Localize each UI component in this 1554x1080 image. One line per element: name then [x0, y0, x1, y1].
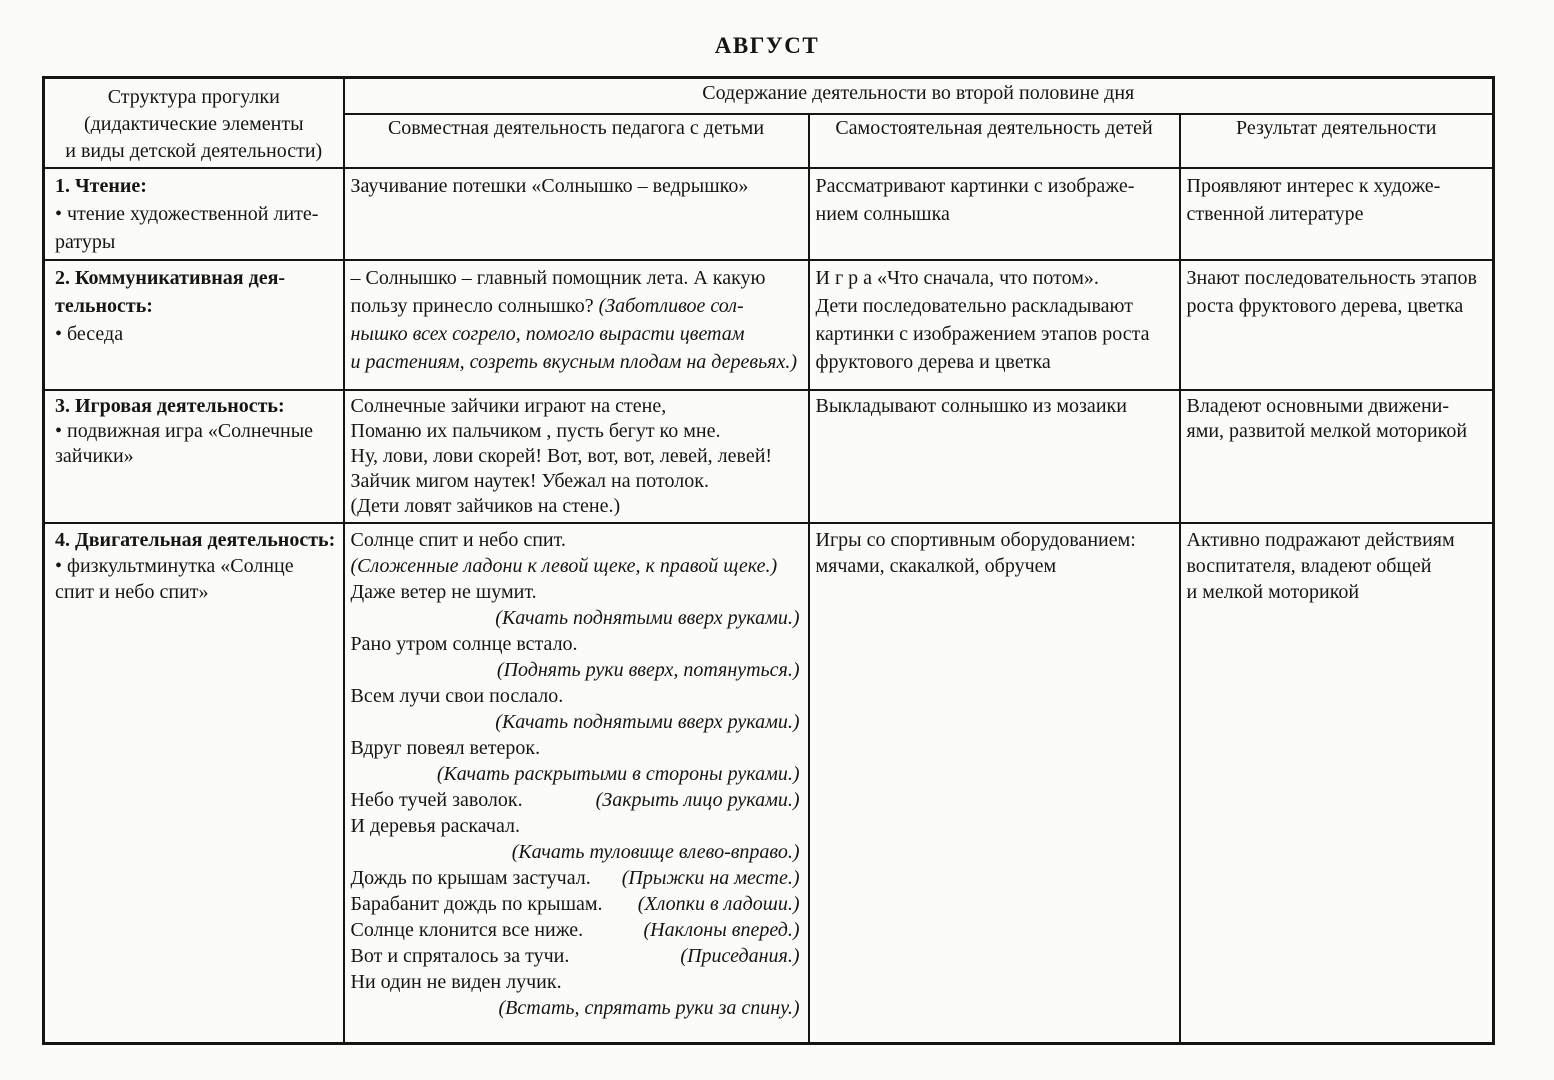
cell-text: • физкультминутка «Солнце	[55, 555, 294, 577]
cell-joint-activity	[344, 523, 809, 1043]
text-segment-group	[495, 607, 799, 629]
text-segment-group	[351, 323, 745, 345]
text-line	[351, 891, 800, 917]
text-segment-group	[351, 495, 621, 517]
text-segment-group	[55, 420, 313, 442]
text-segment-group	[55, 529, 335, 551]
stage-direction-text: (Наклоны вперед.)	[643, 919, 800, 941]
cell-text: • подвижная игра «Солнечные	[55, 420, 314, 442]
text-segment-group	[351, 943, 570, 969]
text-line	[351, 813, 800, 839]
cell-result	[1180, 523, 1494, 1043]
cell-text: фруктового дерева и цветка	[815, 351, 1051, 373]
header-independent-activity: Самостоятельная деятельность детей	[809, 114, 1180, 168]
cell-text: спит и небо спит»	[55, 581, 209, 603]
cell-heading-text: тельность:	[55, 295, 153, 317]
stage-direction-text: (Заботливое сол-	[598, 295, 744, 317]
cell-text: картинки с изображением этапов роста	[815, 323, 1150, 345]
text-segment-group	[351, 351, 798, 373]
cell-structure	[44, 168, 344, 260]
cell-text: Знают последовательность этапов	[1186, 267, 1477, 289]
cell-text: Барабанит дождь по крышам.	[350, 893, 603, 915]
text-line	[351, 865, 800, 891]
text-line	[351, 172, 800, 200]
text-line	[1187, 553, 1485, 579]
text-segment-group	[512, 841, 800, 863]
stage-direction-text: (Сложенные ладони к левой щеке, к правой щеке.)	[350, 555, 778, 577]
text-line	[351, 292, 800, 320]
text-line	[816, 320, 1171, 348]
text-line	[351, 683, 800, 709]
cell-result	[1180, 390, 1494, 523]
cell-text: ратуры	[55, 231, 116, 253]
text-segment-group	[351, 470, 709, 492]
cell-text: зайчики»	[55, 445, 134, 467]
cell-text: нием солнышка	[815, 203, 950, 225]
cell-joint-activity	[344, 260, 809, 390]
text-line	[351, 787, 800, 813]
cell-text: Дети последовательно раскладывают	[815, 295, 1133, 317]
text-line	[351, 969, 800, 995]
text-segment-group	[55, 445, 134, 467]
text-line	[1187, 579, 1485, 605]
text-segment-group	[351, 267, 766, 289]
cell-joint-activity	[344, 390, 809, 523]
text-segment-group	[55, 395, 285, 417]
cell-text: • беседа	[55, 323, 124, 345]
stage-direction-text: (Закрыть лицо руками.)	[595, 789, 800, 811]
cell-text: Ну, лови, лови скорей! Вот, вот, вот, левей, левей!	[350, 445, 773, 467]
text-line	[351, 735, 800, 761]
table-row	[44, 390, 1494, 523]
text-segment-group	[816, 175, 1135, 197]
cell-joint-activity	[344, 168, 809, 260]
text-line	[351, 657, 800, 683]
text-segment-group	[1187, 420, 1468, 442]
header-structure-line: Структура прогулки	[107, 86, 280, 108]
cell-text: И г р а «Что сначала, что потом».	[815, 267, 1099, 289]
stage-direction-text: и растениям, созреть вкусным плодам на деревьях.)	[350, 351, 798, 373]
text-line	[1187, 200, 1485, 228]
text-segment-group	[351, 891, 603, 917]
cell-structure	[44, 390, 344, 523]
cell-text: Зайчик мигом наутек! Убежал на потолок.	[350, 470, 709, 492]
cell-text: Заучивание потешки «Солнышко – ведрышко»	[350, 175, 749, 197]
cell-text: Дождь по крышам застучал.	[350, 867, 591, 889]
text-line	[351, 553, 800, 579]
cell-independent-activity	[809, 168, 1180, 260]
text-line	[1187, 394, 1485, 419]
stage-direction-text: (Прыжки на месте.)	[621, 867, 800, 889]
text-line	[1187, 419, 1485, 444]
text-segment-group	[622, 865, 800, 891]
text-line	[55, 200, 335, 228]
table-row	[44, 523, 1494, 1043]
text-line	[351, 709, 800, 735]
text-segment-group	[816, 203, 950, 225]
text-segment-group	[351, 529, 566, 551]
cell-text: Даже ветер не шумит.	[350, 581, 537, 603]
cell-text: и мелкой моторикой	[1186, 581, 1360, 603]
text-line	[816, 553, 1171, 579]
cell-text: Проявляют интерес к художе-	[1186, 175, 1441, 197]
cell-independent-activity	[809, 390, 1180, 523]
text-line	[351, 579, 800, 605]
stage-direction-text: (Хлопки в ладоши.)	[637, 893, 800, 915]
text-segment-group	[816, 323, 1150, 345]
cell-result	[1180, 260, 1494, 390]
text-segment-group	[1187, 295, 1464, 317]
text-line	[351, 527, 800, 553]
cell-text: • чтение художественной лите-	[55, 203, 319, 225]
cell-independent-activity	[809, 523, 1180, 1043]
cell-structure	[44, 260, 344, 390]
text-segment-group	[351, 917, 584, 943]
text-segment-group	[351, 581, 537, 603]
text-segment-group	[499, 997, 800, 1019]
text-segment-group	[351, 971, 562, 993]
text-segment-group	[351, 633, 578, 655]
text-line	[351, 320, 800, 348]
text-segment-group	[816, 395, 1127, 417]
text-line	[816, 264, 1171, 292]
stage-direction-text: (Качать туловище влево-вправо.)	[511, 841, 800, 863]
text-line	[351, 264, 800, 292]
text-line	[816, 172, 1171, 200]
cell-text: Небо тучей заволок.	[350, 789, 523, 811]
cell-text: Рано утром солнце встало.	[350, 633, 578, 655]
text-line	[55, 320, 335, 348]
text-segment-group	[55, 231, 115, 253]
header-structure-line: (дидактические элементы	[83, 113, 304, 135]
stage-direction-text: (Поднять руки вверх, потянуться.)	[496, 659, 800, 681]
text-line	[55, 579, 335, 605]
stage-direction-text: (Встать, спрятать руки за спину.)	[498, 997, 800, 1019]
stage-direction-text: (Качать поднятыми вверх руками.)	[495, 607, 800, 629]
cell-text: Вдруг повеял ветерок.	[350, 737, 541, 759]
cell-heading-text: 3. Игровая деятельность:	[55, 395, 285, 417]
text-line	[1187, 172, 1485, 200]
text-segment-group	[55, 555, 294, 577]
cell-text: воспитателя, владеют общей	[1186, 555, 1432, 577]
text-segment-group	[816, 529, 1136, 551]
text-line	[351, 943, 800, 969]
text-segment-group	[351, 295, 744, 317]
cell-text: Солнечные зайчики играют на стене,	[350, 395, 667, 417]
cell-structure	[44, 523, 344, 1043]
text-line	[351, 444, 800, 469]
text-segment-group	[55, 295, 153, 317]
text-segment-group	[497, 659, 800, 681]
text-line	[351, 469, 800, 494]
cell-text: Активно подражают действиям	[1186, 529, 1455, 551]
table-row	[44, 168, 1494, 260]
cell-heading-text: 4. Двигательная деятельность:	[55, 529, 336, 551]
text-segment-group	[351, 395, 667, 417]
text-segment-group	[1187, 581, 1360, 603]
text-segment-group	[351, 420, 721, 442]
text-line	[55, 264, 335, 292]
text-segment-group	[643, 917, 799, 943]
text-line	[816, 527, 1171, 553]
text-line	[351, 419, 800, 444]
text-segment-group	[351, 737, 541, 759]
cell-text: Выкладывают солнышко из мозаики	[815, 395, 1127, 417]
text-segment-group	[351, 685, 564, 707]
text-line	[351, 494, 800, 519]
cell-text: Игры со спортивным оборудованием:	[815, 529, 1136, 551]
cell-text: (Дети ловят зайчиков на стене.)	[350, 495, 621, 517]
text-line	[55, 292, 335, 320]
text-segment-group	[816, 555, 1057, 577]
text-segment-group	[1187, 203, 1364, 225]
text-segment-group	[55, 175, 147, 197]
cell-text: Солнце клонится все ниже.	[350, 919, 584, 941]
cell-text: роста фруктового дерева, цветка	[1186, 295, 1464, 317]
text-segment-group	[680, 943, 799, 969]
text-segment-group	[495, 711, 799, 733]
text-segment-group	[55, 203, 318, 225]
header-content-span: Содержание деятельности во второй половине дня	[344, 78, 1494, 115]
stage-direction-text: (Приседания.)	[680, 945, 800, 967]
text-line	[1187, 527, 1485, 553]
cell-text: мячами, скакалкой, обручем	[815, 555, 1057, 577]
header-structure-line: и виды детской деятельности)	[65, 140, 323, 162]
stage-direction-text: (Качать поднятыми вверх руками.)	[495, 711, 800, 733]
cell-text: И деревья раскачал.	[350, 815, 520, 837]
text-line	[816, 292, 1171, 320]
text-line	[351, 605, 800, 631]
cell-text: Владеют основными движени-	[1186, 395, 1450, 417]
text-line	[1187, 292, 1485, 320]
text-line	[1187, 264, 1485, 292]
text-segment-group	[1187, 267, 1477, 289]
text-segment-group	[351, 175, 749, 197]
text-segment-group	[55, 267, 285, 289]
text-line	[816, 200, 1171, 228]
text-line	[55, 444, 335, 469]
text-line	[55, 394, 335, 419]
text-line	[351, 631, 800, 657]
cell-text: Всем лучи свои послало.	[350, 685, 564, 707]
text-line	[55, 527, 335, 553]
cell-text: ями, развитой мелкой моторикой	[1186, 420, 1468, 442]
text-segment-group	[816, 267, 1099, 289]
text-line	[55, 553, 335, 579]
text-line	[351, 917, 800, 943]
cell-heading-text: 1. Чтение:	[55, 175, 147, 197]
text-segment-group	[816, 351, 1051, 373]
text-segment-group	[351, 445, 773, 467]
text-segment-group	[437, 763, 800, 785]
cell-text: Солнце спит и небо спит.	[350, 529, 566, 551]
header-structure	[44, 78, 344, 169]
cell-independent-activity	[809, 260, 1180, 390]
header-row-span	[44, 78, 1494, 115]
text-line	[351, 839, 800, 865]
table-header	[44, 78, 1494, 169]
text-segment-group	[638, 891, 800, 917]
text-line	[55, 172, 335, 200]
text-segment-group	[351, 865, 591, 891]
activity-plan-table	[42, 76, 1495, 1045]
cell-text: Ни один не виден лучик.	[350, 971, 562, 993]
text-segment-group	[55, 323, 123, 345]
header-result: Результат деятельности	[1180, 114, 1494, 168]
cell-text: Поманю их пальчиком , пусть бегут ко мне.	[350, 420, 721, 442]
page-title: АВГУСТ	[714, 33, 820, 58]
text-segment-group	[816, 295, 1133, 317]
text-line	[55, 228, 335, 256]
text-segment-group	[1187, 555, 1432, 577]
text-segment-group	[1187, 395, 1450, 417]
text-segment-group	[351, 815, 520, 837]
cell-text: пользу принесло солнышко?	[350, 295, 599, 317]
text-line	[55, 419, 335, 444]
text-line	[351, 394, 800, 419]
table-body	[44, 168, 1494, 1043]
text-segment-group	[55, 581, 209, 603]
stage-direction-text: нышко всех согрело, помогло вырасти цветам	[350, 323, 745, 345]
text-line	[351, 348, 800, 376]
cell-text: Рассматривают картинки с изображе-	[815, 175, 1135, 197]
cell-text: Вот и спряталось за тучи.	[350, 945, 570, 967]
cell-text: ственной литературе	[1186, 203, 1364, 225]
cell-heading-text: 2. Коммуникативная дея-	[55, 267, 286, 289]
text-line	[816, 348, 1171, 376]
header-joint-activity: Совместная деятельность педагога с детьми	[344, 114, 809, 168]
text-line	[816, 394, 1171, 419]
cell-result	[1180, 168, 1494, 260]
cell-text: – Солнышко – главный помощник лета. А какую	[350, 267, 766, 289]
text-line	[351, 761, 800, 787]
text-line	[351, 995, 800, 1021]
text-segment-group	[1187, 175, 1441, 197]
text-segment-group	[351, 555, 778, 577]
stage-direction-text: (Качать раскрытыми в стороны руками.)	[436, 763, 800, 785]
text-segment-group	[596, 787, 800, 813]
text-segment-group	[1187, 529, 1455, 551]
text-segment-group	[351, 787, 523, 813]
table-row	[44, 260, 1494, 390]
